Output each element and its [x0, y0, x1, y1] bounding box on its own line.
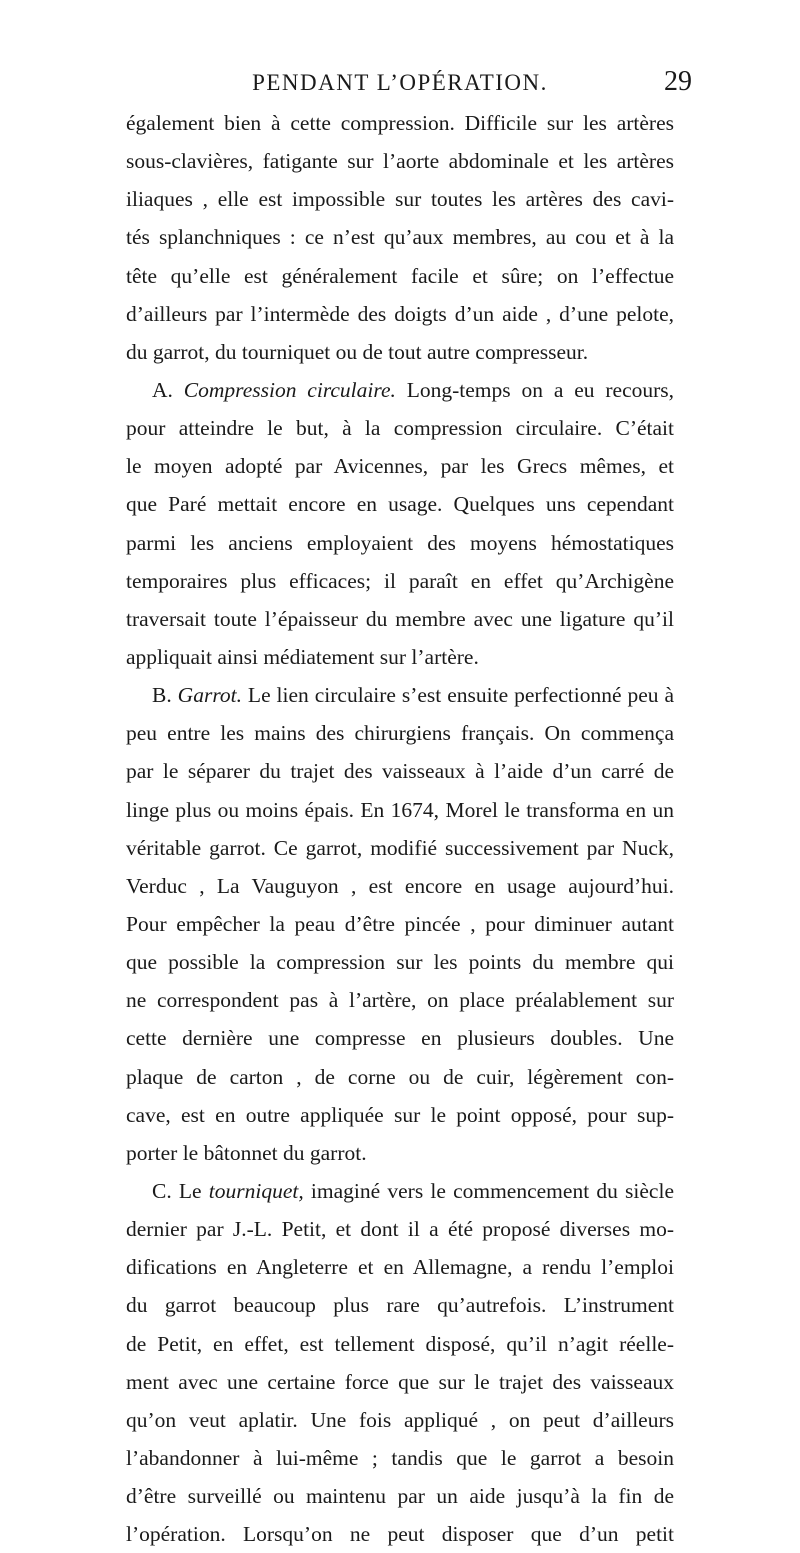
- text-line: appliquait ainsi médiatement sur l’artère.: [126, 644, 479, 669]
- section-letter: A.: [152, 377, 184, 402]
- text-line: véritable garrot. Ce garrot, modifié successivement par Nuck,: [126, 835, 674, 860]
- section-text: Long-temps on a eu recours,: [395, 377, 674, 402]
- section-letter: B.: [152, 683, 178, 708]
- text-line: ment avec une certaine force que sur le trajet des vaisseaux: [126, 1369, 674, 1394]
- text-line: peu entre les mains des chirurgiens français. On commença: [126, 721, 674, 746]
- section-heading-line: [126, 371, 674, 409]
- text-line: tête qu’elle est généralement facile et sûre; on l’effectue: [126, 263, 674, 288]
- text-line: du garrot, du tourniquet ou de tout autre compresseur.: [126, 339, 589, 364]
- text-line: temporaires plus efficaces; il paraît en effet qu’Archigène: [126, 568, 674, 593]
- text-line: iliaques , elle est impossible sur toutes les artères des cavi-: [126, 187, 674, 212]
- section-title: Garrot.: [177, 683, 242, 708]
- section-letter: C. Le: [152, 1178, 209, 1203]
- text-line: porter le bâtonnet du garrot.: [126, 1140, 367, 1165]
- section-heading-line: [126, 676, 674, 714]
- text-line: d’ailleurs par l’intermède des doigts d’un aide , d’une pelote,: [126, 301, 674, 326]
- text-line: que possible la compression sur les points du membre qui: [126, 950, 674, 975]
- text-line: cette dernière une compresse en plusieurs doubles. Une: [126, 1026, 674, 1051]
- text-line: cave, est en outre appliquée sur le point opposé, pour sup-: [126, 1102, 674, 1127]
- section-heading-line: [126, 1172, 674, 1210]
- text-line: dernier par J.-L. Petit, et dont il a été proposé diverses mo-: [126, 1217, 674, 1242]
- running-head: PENDANT L’OPÉRATION.: [252, 70, 548, 95]
- text-line: tés splanchniques : ce n’est qu’aux membres, au cou et à la: [126, 225, 674, 250]
- text-line: pour atteindre le but, à la compression circulaire. C’était: [126, 416, 674, 441]
- page-number: 29: [664, 66, 692, 97]
- section-text: imaginé vers le commencement du siècle: [303, 1178, 674, 1203]
- text-line: le moyen adopté par Avicennes, par les Grecs mêmes, et: [126, 454, 674, 479]
- section-title: tourniquet,: [208, 1178, 304, 1203]
- text-line: ne correspondent pas à l’artère, on place préalablement sur: [126, 988, 674, 1013]
- text-line: Verduc , La Vauguyon , est encore en usage aujourd’hui.: [126, 873, 674, 898]
- text-line: qu’on veut aplatir. Une fois appliqué , on peut d’ailleurs: [126, 1407, 674, 1432]
- section-text: Le lien circulaire s’est ensuite perfectionné peu à: [241, 683, 674, 708]
- text-line: également bien à cette compression. Difficile sur les artères: [126, 111, 674, 135]
- text-line: d’être surveillé ou maintenu par un aide jusqu’à la fin de: [126, 1484, 674, 1509]
- text-line: par le séparer du trajet des vaisseaux à l’aide d’un carré de: [126, 759, 674, 784]
- text-line: linge plus ou moins épais. En 1674, Morel le transforma en un: [126, 797, 674, 822]
- page-header: [0, 64, 800, 104]
- text-line: que Paré mettait encore en usage. Quelques uns cependant: [126, 492, 674, 517]
- text-line: l’abandonner à lui-même ; tandis que le garrot a besoin: [126, 1445, 674, 1470]
- text-line: parmi les anciens employaient des moyens hémostatiques: [126, 530, 674, 555]
- text-line: Pour empêcher la peau d’être pincée , pour diminuer autant: [126, 911, 674, 936]
- body-text: [126, 104, 674, 1553]
- text-line: traversait toute l’épaisseur du membre avec une ligature qu’il: [126, 606, 674, 631]
- text-line: de Petit, en effet, est tellement disposé, qu’il n’agit réelle-: [126, 1331, 674, 1356]
- section-title: Compression circulaire.: [183, 377, 396, 402]
- text-line: l’opération. Lorsqu’on ne peut disposer que d’un petit: [126, 1522, 674, 1547]
- text-line: sous-clavières, fatigante sur l’aorte abdominale et les artères: [126, 149, 674, 174]
- text-line: du garrot beaucoup plus rare qu’autrefois. L’instrument: [126, 1293, 674, 1318]
- text-line: plaque de carton , de corne ou de cuir, légèrement con-: [126, 1064, 674, 1089]
- text-line: difications en Angleterre et en Allemagne, a rendu l’emploi: [126, 1255, 674, 1280]
